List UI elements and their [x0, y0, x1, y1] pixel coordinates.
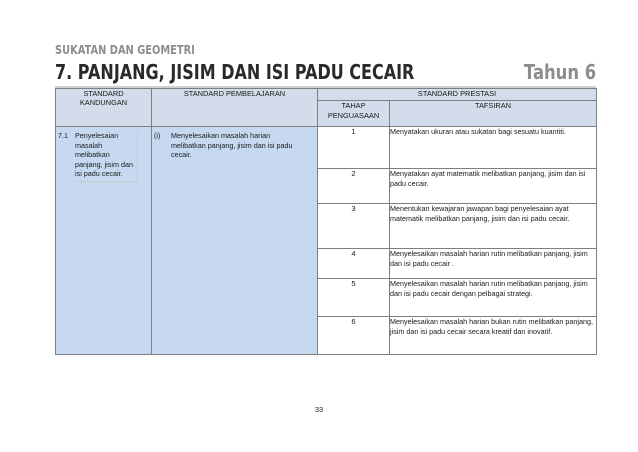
kandungan-number: 7.1	[58, 131, 68, 140]
level-description: Menyatakan ayat matematik melibatkan panjang, jisim dan isi padu cecair.	[390, 169, 597, 204]
kandungan-text: Penyelesaian masalah melibatkan panjang, jisim dan isi padu cecair.	[75, 131, 138, 182]
standards-table	[55, 88, 597, 355]
level-description: Menentukan kewajaran jawapan bagi penyelesaian ayat matematik melibatkan panjang, jisim dan isi padu cecair.	[390, 204, 597, 249]
level-number: 1	[318, 127, 390, 169]
pembelajaran-text: Menyelesaikan masalah harian melibatkan panjang, jisim dan isi padu cecair.	[171, 131, 293, 159]
level-description: Menyelesaikan masalah harian rutin melibatkan panjang, jisim dan isi padu cecair .	[390, 249, 597, 279]
level-description: Menyelesaikan masalah harian bukan rutin melibatkan panjang, jisim dan isi padu cecair secara kreatif dan inovatif.	[390, 317, 597, 355]
header-standard-pembelajaran: STANDARD PEMBELAJARAN	[152, 89, 318, 127]
level-number: 2	[318, 169, 390, 204]
header-standard-kandungan: STANDARD KANDUNGAN	[56, 89, 152, 127]
topic-heading: SUKATAN DAN GEOMETRI	[55, 43, 195, 57]
level-description: Menyelesaikan masalah harian rutin melibatkan panjang, jisim dan isi padu cecair dengan pelbagai strategi.	[390, 279, 597, 317]
header-standard-prestasi: STANDARD PRESTASI	[318, 89, 597, 101]
page-number: 33	[314, 405, 324, 414]
level-number: 3	[318, 204, 390, 249]
year-label: Tahun 6	[523, 60, 596, 84]
level-number: 5	[318, 279, 390, 317]
header-tahap-penguasaan: TAHAP PENGUASAAN	[318, 101, 390, 127]
pembelajaran-number: (i)	[154, 131, 161, 140]
pembelajaran-cell	[152, 127, 318, 355]
level-number: 4	[318, 249, 390, 279]
level-number: 6	[318, 317, 390, 355]
kandungan-cell	[56, 127, 152, 355]
header-tafsiran: TAFSIRAN	[390, 101, 597, 127]
level-description: Menyatakan ukuran atau sukatan bagi sesuatu kuantiti.	[390, 127, 597, 169]
page-title: 7. PANJANG, JISIM DAN ISI PADU CECAIR	[55, 60, 415, 84]
